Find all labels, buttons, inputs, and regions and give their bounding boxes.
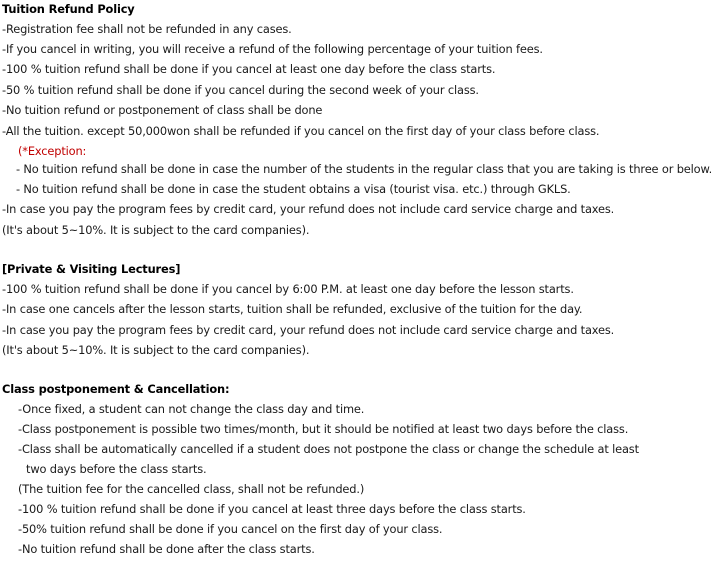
policy-line: -If you cancel in writing, you will receive a refund of the following percentage of your tuition fees. — [2, 42, 543, 56]
policy-title: Tuition Refund Policy — [2, 2, 135, 16]
postponement-line: -Once fixed, a student can not change the class day and time. — [18, 402, 365, 416]
policy-line: -50 % tuition refund shall be done if you cancel during the second week of your class. — [2, 83, 479, 97]
private-line: -100 % tuition refund shall be done if you cancel by 6:00 P.M. at least one day before the lesson starts. — [2, 282, 574, 296]
postponement-line: -50% tuition refund shall be done if you cancel on the first day of your class. — [18, 522, 443, 536]
postponement-title: Class postponement & Cancellation: — [2, 382, 230, 396]
card-note: -In case you pay the program fees by credit card, your refund does not include card service charge and taxes. — [2, 202, 615, 216]
exception-line: - No tuition refund shall be done in case the number of the students in the regular class that you are taking is three or below. — [16, 162, 713, 176]
postponement-line: -No tuition refund shall be done after the class starts. — [18, 542, 315, 556]
exception-label: (*Exception: — [18, 144, 87, 158]
postponement-line: (The tuition fee for the cancelled class, shall not be refunded.) — [18, 482, 365, 496]
postponement-line: -100 % tuition refund shall be done if you cancel at least three days before the class starts. — [18, 502, 526, 516]
card-note-2: (It's about 5~10%. It is subject to the card companies). — [2, 223, 310, 237]
private-line: -In case one cancels after the lesson starts, tuition shall be refunded, exclusive of the tuition for the day. — [2, 302, 583, 316]
postponement-line: two days before the class starts. — [26, 462, 207, 476]
private-title: [Private & Visiting Lectures] — [2, 262, 181, 276]
postponement-line: -Class postponement is possible two times/month, but it should be notified at least two days before the class. — [18, 422, 629, 436]
policy-line: -All the tuition. except 50,000won shall be refunded if you cancel on the first day of your class before class. — [2, 124, 600, 138]
private-line: (It's about 5~10%. It is subject to the card companies). — [2, 343, 310, 357]
postponement-line: -Class shall be automatically cancelled if a student does not postpone the class or change the schedule at least — [18, 442, 639, 456]
policy-line: -No tuition refund or postponement of class shall be done — [2, 103, 323, 117]
private-line: -In case you pay the program fees by credit card, your refund does not include card service charge and taxes. — [2, 323, 615, 337]
policy-line: -100 % tuition refund shall be done if you cancel at least one day before the class starts. — [2, 62, 496, 76]
exception-line: - No tuition refund shall be done in case the student obtains a visa (tourist visa. etc.) through GKLS. — [16, 182, 571, 196]
policy-line: -Registration fee shall not be refunded in any cases. — [2, 22, 292, 36]
